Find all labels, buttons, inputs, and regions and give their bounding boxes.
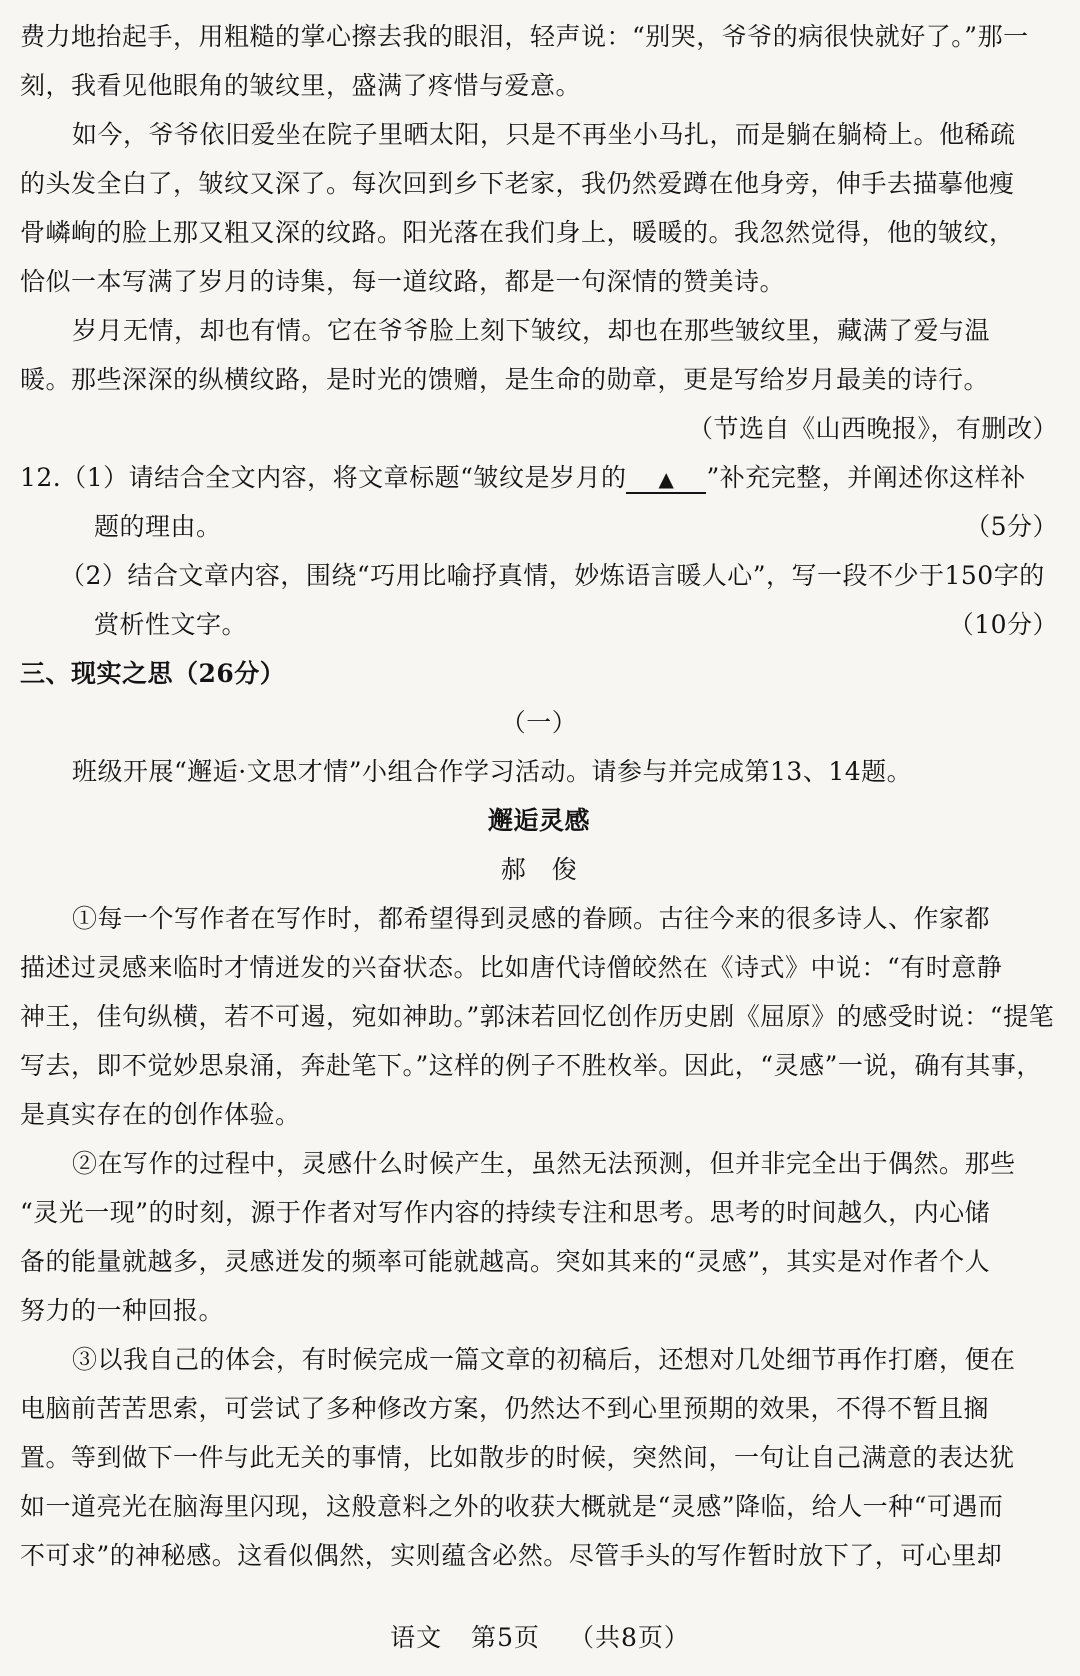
- text-line: ②在写作的过程中，灵感什么时候产生，虽然无法预测，但并非完全出于偶然。那些: [72, 1149, 1016, 1178]
- text-line: 费力地抬起手，用粗糙的掌心擦去我的眼泪，轻声说：“别哭，爷爷的病很快就好了。”那一: [20, 22, 1029, 51]
- part-label: （一）: [500, 708, 578, 737]
- text-line: ①每一个写作者在写作时，都希望得到灵感的眷顾。古往今来的很多诗人、作家都: [72, 904, 991, 933]
- footer-subject: 语文: [390, 1623, 443, 1652]
- text-line: 如一道亮光在脑海里闪现，这般意料之外的收获大概就是“灵感”降临，给人一种“可遇而: [20, 1492, 1004, 1521]
- text-line: 努力的一种回报。: [20, 1296, 225, 1325]
- section-heading: 三、现实之思（26分）: [20, 659, 286, 688]
- text-line: 是真实存在的创作体验。: [20, 1100, 301, 1129]
- score-label: （10分）: [948, 610, 1058, 639]
- question-line: [20, 502, 1058, 551]
- question-line: [20, 453, 1058, 502]
- text-line: 刻，我看见他眼角的皱纹里，盛满了疼惜与爱意。: [20, 71, 582, 100]
- text-line: 如今，爷爷依旧爱坐在院子里晒太阳，只是不再坐小马扎，而是躺在躺椅上。他稀疏: [72, 120, 1016, 149]
- text-line: 描述过灵感来临时才情迸发的兴奋状态。比如唐代诗僧皎然在《诗式》中说：“有时意静: [20, 953, 1003, 982]
- question-line: （2）结合文章内容，围绕“巧用比喻抒真情，妙炼语言暖人心”，写一段不少于150字的: [60, 561, 1045, 590]
- article-title: 邂逅灵感: [487, 806, 590, 835]
- text-line: 写去，即不觉妙思泉涌，奔赴笔下。”这样的例子不胜枚举。因此，“灵感”一说，确有其事，: [20, 1051, 1042, 1080]
- text-line: 骨嶙峋的脸上那又粗又深的纹路。阳光落在我们身上，暖暖的。我忽然觉得，他的皱纹，: [20, 218, 1015, 247]
- text-line: 神王，佳句纵横，若不可遏，宛如神助。”郭沫若回忆创作历史剧《屈原》的感受时说：“提笔: [20, 1002, 1055, 1031]
- question-12: [20, 453, 1058, 649]
- question-text: 题的理由。: [94, 512, 222, 541]
- article-author: 郝 俊: [500, 855, 578, 884]
- footer-page-number: 第5页: [471, 1623, 540, 1652]
- question-text: ”补充完整，并阐述你这样补: [706, 463, 1026, 492]
- page-footer: [0, 1618, 1080, 1654]
- question-line: [20, 600, 1058, 649]
- text-line: “灵光一现”的时刻，源于作者对写作内容的持续专注和思考。思考的时间越久，内心储: [20, 1198, 991, 1227]
- text-line: 暖。那些深深的纵横纹路，是时光的馈赠，是生命的勋章，更是写给岁月最美的诗行。: [20, 365, 990, 394]
- text-line: 电脑前苦苦思索，可尝试了多种修改方案，仍然达不到心里预期的效果，不得不暂且搁: [20, 1394, 990, 1423]
- source-note: （节选自《山西晚报》，有删改）: [687, 414, 1058, 443]
- text-line: 备的能量就越多，灵感迸发的频率可能就越高。突如其来的“灵感”，其实是对作者个人: [20, 1247, 991, 1276]
- score-label: （5分）: [965, 512, 1058, 541]
- text-line: ③以我自己的体会，有时候完成一篇文章的初稿后，还想对几处细节再作打磨，便在: [72, 1345, 1016, 1374]
- passage-ending: [20, 12, 1058, 453]
- text-line: 的头发全白了，皱纹又深了。每次回到乡下老家，我仍然爱蹲在他身旁，伸手去描摹他瘦: [20, 169, 1015, 198]
- text-line: 置。等到做下一件与此无关的事情，比如散步的时候，突然间，一句让自己满意的表达犹: [20, 1443, 1015, 1472]
- activity-intro: 班级开展“邂逅·文思才情”小组合作学习活动。请参与并完成第13、14题。: [72, 757, 913, 786]
- answer-blank: ▲: [626, 466, 706, 494]
- text-line: 岁月无情，却也有情。它在爷爷脸上刻下皱纹，却也在那些皱纹里，藏满了爱与温: [72, 316, 991, 345]
- footer-total-pages: （共8页）: [568, 1623, 690, 1652]
- question-text: 赏析性文字。: [94, 610, 248, 639]
- text-line: 恰似一本写满了岁月的诗集，每一道纹路，都是一句深情的赞美诗。: [20, 267, 786, 296]
- question-text: 12.（1）请结合全文内容，将文章标题“皱纹是岁月的: [20, 463, 627, 492]
- text-line: 不可求”的神秘感。这看似偶然，实则蕴含必然。尽管手头的写作暂时放下了，可心里却: [20, 1541, 1003, 1570]
- section-three: [20, 649, 1058, 1580]
